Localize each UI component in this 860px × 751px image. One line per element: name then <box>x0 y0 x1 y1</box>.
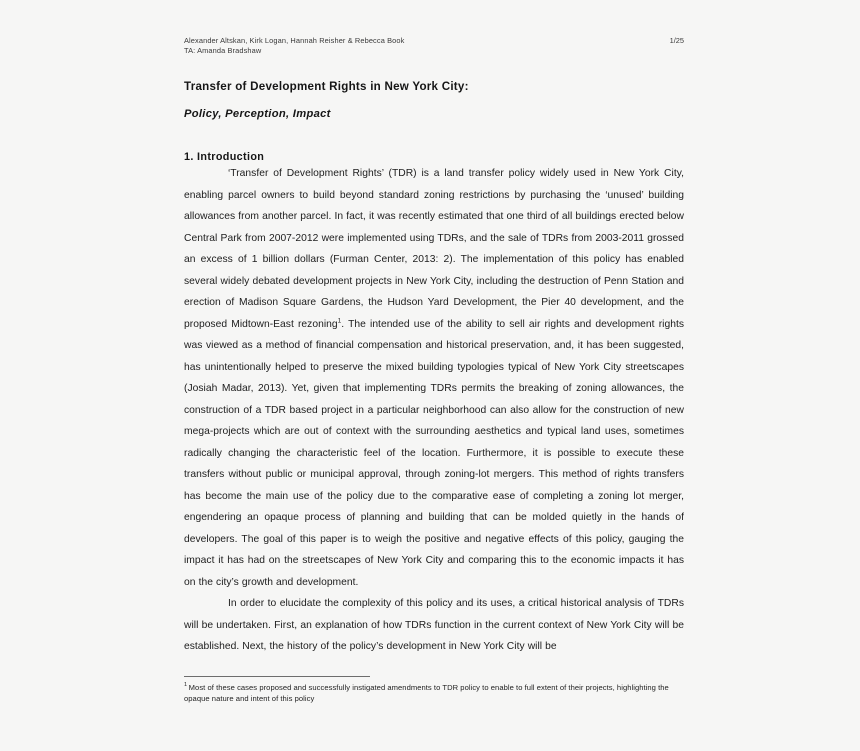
header-ta: TA: Amanda Bradshaw <box>184 46 262 56</box>
paragraph-1-part-1: ‘Transfer of Development Rights’ (TDR) is a land transfer policy widely used in New York City, enabling parcel owners to build beyond standard zoning restrictions by purchasing the ‘unused’ building allowances from another parcel. In fact, it was recently estimated that one third of all buildings erected below Central Park from 2007-2012 were implemented using TDRs, and the sale of TDRs from 2003-2011 grossed an excess of 1 billion dollars (Furman Center, 2013: 2). The implementation of this policy has enabled several widely debated development projects in New York City, including the destruction of Penn Station and erection of Madison Square Gardens, the Hudson Yard Development, the Pier 40 development, and the proposed Midtown-East rezoning <box>184 168 684 330</box>
paragraph-2: In order to elucidate the complexity of this policy and its uses, a critical historical analysis of TDRs will be undertaken. First, an explanation of how TDRs function in the current context of New York City will be established. Next, the history of the policy’s development in New York City will be <box>184 598 684 652</box>
running-header <box>184 36 684 56</box>
footnote-area <box>184 676 684 705</box>
footnote-separator-rule <box>184 676 370 677</box>
footnote-body: Most of these cases proposed and successfully instigated amendments to TDR policy to enable to full extent of their projects, highlighting the opaque nature and intent of this policy <box>184 683 669 704</box>
page-title: Transfer of Development Rights in New York City: <box>184 79 469 93</box>
paragraph-1 <box>184 163 684 593</box>
footnote-number: 1 <box>184 682 188 689</box>
header-page-number: 1/25 <box>669 36 684 45</box>
footnote-reference-marker[interactable]: 1 <box>337 317 342 325</box>
header-authors: Alexander Altskan, Kirk Logan, Hannah Reisher & Rebecca Book <box>184 36 405 45</box>
section-heading-introduction: 1. Introduction <box>184 150 265 163</box>
paragraph-1-part-2: . The intended use of the ability to sell air rights and development rights was viewed as a method of financial compensation and historical preservation, and, it has been suggested, has unintentionally helped to preserve the mixed building typologies typical of New York City streetscapes (Josiah Madar, 2013). Yet, given that implementing TDRs permits the breaking of zoning allowances, the construction of a TDR based project in a particular neighborhood can also allow for the construction of new mega-projects which are out of context with the surrounding aesthetics and typical land uses, sometimes radically changing the characteristic feel of the location. Furthermore, it is possible to execute these transfers without public or municipal approval, through zoning-lot mergers. This method of rights transfers has become the main use of the policy due to the comparative ease of completing a zoning lot merger, engendering an opaque process of planning and building that can be molded quietly in the hands of developers. The goal of this paper is to weigh the positive and negative effects of this policy, gauging the impact it has had on the streetscapes of New York City and comparing this to the economic impacts it has on the city’s growth and development. <box>184 318 684 588</box>
footnote-1 <box>184 682 684 705</box>
body-text <box>184 163 684 658</box>
page-subtitle: Policy, Perception, Impact <box>184 108 331 121</box>
header-authors-block <box>184 36 404 56</box>
